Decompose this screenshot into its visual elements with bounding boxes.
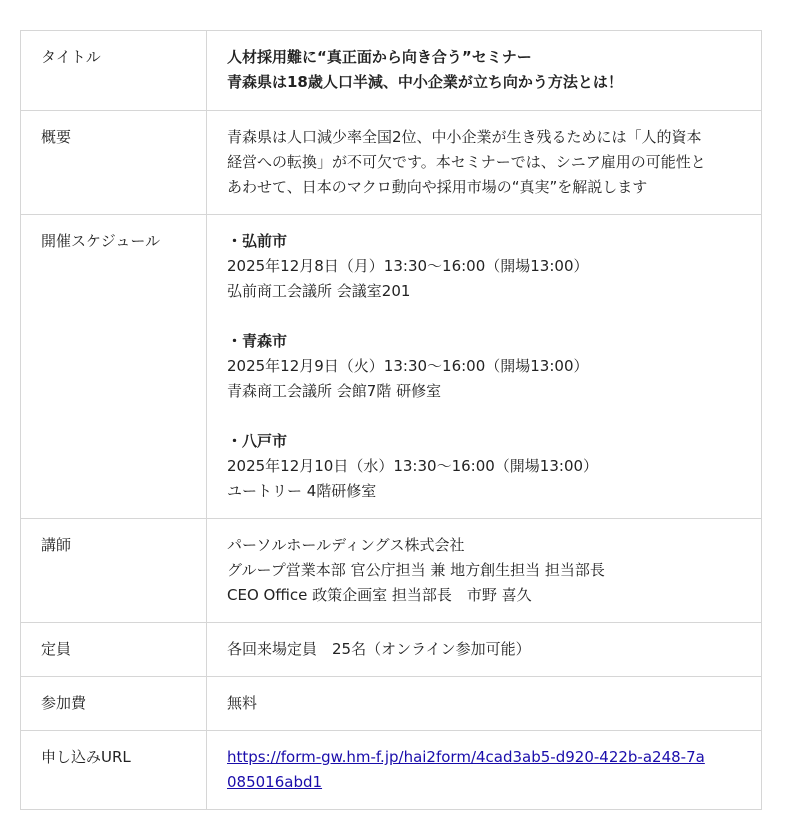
row-label-lecturer: 講師 [21,519,207,623]
session-datetime: 2025年12月10日（水）13:30〜16:00（開場13:00） [227,457,599,475]
row-value-fee [207,677,762,731]
session-city: ・青森市 [227,332,288,350]
session-city: ・八戸市 [227,432,288,450]
summary-line-1: 青森県は人口減少率全国2位、中小企業が生き残るためには「人的資本 [227,128,702,146]
row-label-title: タイトル [21,31,207,111]
session-city: ・弘前市 [227,232,288,250]
table-row-fee [21,677,762,731]
title-line-1: 人材採用難に“真正面から向き合う”セミナー [227,48,532,66]
row-label-summary: 概要 [21,111,207,215]
table-row-url [21,731,762,810]
row-value-url [207,731,762,810]
fee-value: 無料 [227,694,258,712]
seminar-info-table [20,30,762,810]
spacer [227,404,741,429]
session-venue: ユートリー 4階研修室 [227,482,377,500]
row-value-lecturer [207,519,762,623]
row-value-title [207,31,762,111]
table-row-lecturer [21,519,762,623]
summary-line-2: 経営への転換」が不可欠です。本セミナーでは、シニア雇用の可能性と [227,153,706,171]
table-row-summary [21,111,762,215]
session-datetime: 2025年12月8日（月）13:30〜16:00（開場13:00） [227,257,589,275]
capacity-value: 各回来場定員 25名（オンライン参加可能） [227,640,531,658]
application-url-link[interactable] [227,745,741,795]
session-venue: 弘前商工会議所 会議室201 [227,282,411,300]
session-datetime: 2025年12月9日（火）13:30〜16:00（開場13:00） [227,357,589,375]
row-label-fee: 参加費 [21,677,207,731]
row-value-summary [207,111,762,215]
lecturer-line-2: グループ営業本部 官公庁担当 兼 地方創生担当 担当部長 [227,561,605,579]
row-label-capacity: 定員 [21,623,207,677]
title-line-2: 青森県は18歳人口半減、中小企業が立ち向かう方法とは！ [227,73,623,91]
table-row-capacity [21,623,762,677]
lecturer-line-1: パーソルホールディングス株式会社 [227,536,465,554]
summary-line-3: あわせて、日本のマクロ動向や採用市場の“真実”を解説します [227,178,648,196]
row-label-schedule: 開催スケジュール [21,215,207,519]
session-venue: 青森商工会議所 会館7階 研修室 [227,382,442,400]
table-row-schedule [21,215,762,519]
seminar-info [20,30,762,810]
row-value-capacity [207,623,762,677]
row-value-schedule [207,215,762,519]
table-row-title [21,31,762,111]
url-line-2[interactable]: 085016abd1 [227,773,323,791]
lecturer-line-3: CEO Office 政策企画室 担当部長 市野 喜久 [227,586,532,604]
url-line-1[interactable]: https://form-gw.hm-f.jp/hai2form/4cad3ab5-d920-422b-a248-7a [227,748,705,766]
row-label-url: 申し込みURL [21,731,207,810]
spacer [227,304,741,329]
